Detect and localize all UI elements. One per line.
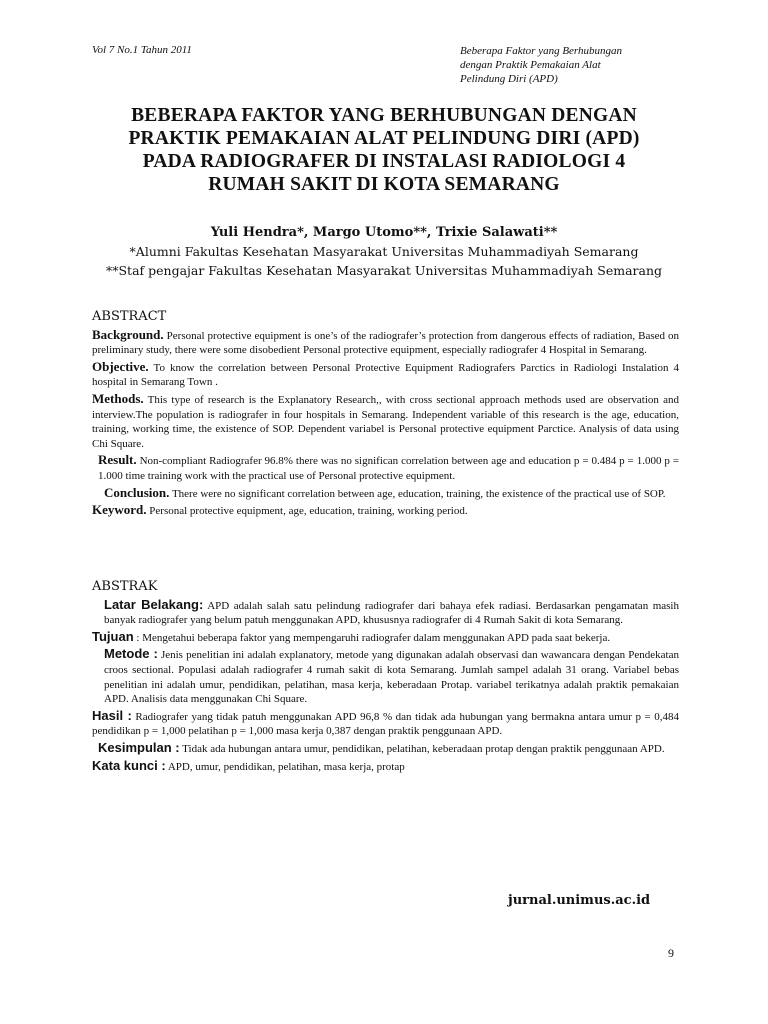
abstrak-kesimpulan: [92, 741, 679, 757]
methods-label: Methods.: [92, 390, 144, 406]
result-text: Non-compliant Radiografer 96.8% there was no significan correlation between age and education p = 0.484 p = 1.000 p = 1.000 time training work with the practical use of Personal protective equipment.: [98, 455, 679, 482]
katakunci-text: APD, umur, pendidikan, pelatihan, masa kerja, protap: [165, 760, 405, 773]
journal-url: jurnal.unimus.ac.id: [508, 893, 651, 908]
paper-title: [92, 104, 676, 196]
tujuan-label: Tujuan: [92, 628, 134, 644]
title-line: RUMAH SAKIT DI KOTA SEMARANG: [208, 174, 560, 195]
page-number: 9: [668, 946, 674, 960]
title-line: PADA RADIOGRAFER DI INSTALASI RADIOLOGI 4: [142, 151, 626, 172]
abstract-objective: [92, 360, 679, 390]
hasil-text: Radiografer yang tidak patuh menggunakan APD 96,8 % dan tidak ada hubungan yang bermakna antara umur p = 0,484 pendidikan p = 1,000 pelatihan p = 1,000 masa kerja 0,387 dengan praktik penggunaan APD.: [92, 710, 680, 738]
background-text: Personal protective equipment is one’s of the radiografer’s protection from dangerous effects of radiation, Based on preliminary study, there were some disobedient Personal protective equipment, especially radiografer 4 Hospital in Semarang.: [92, 329, 679, 357]
objective-label: Objective.: [92, 358, 149, 374]
metode-label: Metode :: [104, 646, 158, 662]
affiliation-staff: **Staf pengajar Fakultas Kesehatan Masyarakat Universitas Muhammadiyah Semarang: [105, 263, 663, 278]
abstract-background: [92, 328, 679, 358]
abstrak-section: [92, 580, 679, 776]
kesimpulan-text: Tidak ada hubungan antara umur, pendidikan, pelatihan, keberadaan protap dengan praktik penggunaan APD.: [179, 742, 665, 755]
abstrak-latar: [92, 598, 679, 628]
abstract-section: [92, 310, 679, 521]
tujuan-text: : Mengetahui beberapa faktor yang mempengaruhi radiografer dalam menggunakan APD pada saat bekerja.: [133, 631, 611, 644]
latar-label: Latar Belakang:: [104, 596, 204, 612]
title-line: PRAKTIK PEMAKAIAN ALAT PELINDUNG DIRI (APD): [128, 128, 640, 149]
running-header-line: dengan Praktik Pemakaian Alat: [460, 59, 601, 71]
methods-text: This type of research is the Explanatory Research,, with cross sectional approach methods used are observation and interview.The population is radiografer in four hospitals in Semarang. Independent variable of this research is the age, education, training, working time, the existence of SOP. Dependent variabel is Personal protective equipment Parctice. Analysis of data using Chi Square.: [92, 393, 679, 450]
result-label: Result.: [98, 452, 137, 468]
title-line: BEBERAPA FAKTOR YANG BERHUBUNGAN DENGAN: [131, 105, 637, 126]
abstract-conclusion: [92, 486, 679, 502]
abstrak-hasil: [92, 709, 679, 739]
author-list: Yuli Hendra*, Margo Utomo**, Trixie Salawati**: [210, 225, 558, 240]
metode-text: Jenis penelitian ini adalah explanatory, metode yang digunakan adalah observasi dan wawancara dengan Pendekatan croos sectional. Populasi adalah radiografer 4 rumah sakit di kota Semarang. Jumlah sampel adalah 31 orang. Variabel bebas penelitian ini adalah umur, pendidikan, pelatihan, masa kerja, keberadaan Protap. variabel terikatnya adalah praktik pemakaian APD. Analisis data menggunakan Chi Square.: [104, 649, 679, 706]
conclusion-label: Conclusion.: [104, 484, 170, 500]
keyword-text: Personal protective equipment, age, education, training, working period.: [146, 505, 468, 518]
running-header-volume: Vol 7 No.1 Tahun 2011: [92, 44, 192, 56]
objective-text: To know the correlation between Personal Protective Equipment Radiografers Parctics in Radiologi Instalation 4 hospital in Semarang Town .: [92, 361, 679, 389]
abstrak-kata-kunci: [92, 759, 679, 775]
running-header-line: Beberapa Faktor yang Berhubungan: [460, 45, 623, 57]
hasil-label: Hasil :: [92, 707, 132, 723]
keyword-label: Keyword.: [92, 502, 147, 518]
running-header-title: [460, 44, 670, 86]
latar-text: APD adalah salah satu pelindung radiografer dari bahaya efek radiasi. Berdasarkan pengamatan masih banyak radiografer yang belum patuh menggunakan APD, khususnya radiografer di 4 Rumah Sakit di kota Semarang.: [104, 599, 679, 627]
abstract-keyword: [92, 503, 679, 519]
background-label: Background.: [92, 326, 164, 342]
running-header-line: Pelindung Diri (APD): [460, 73, 558, 85]
abstrak-metode: [92, 647, 679, 706]
abstrak-tujuan: [92, 630, 679, 646]
kesimpulan-label: Kesimpulan :: [98, 739, 180, 755]
affiliation-alumni: *Alumni Fakultas Kesehatan Masyarakat Universitas Muhammadiyah Semarang: [129, 244, 639, 259]
abstract-heading: ABSTRACT: [92, 309, 167, 324]
abstrak-heading: ABSTRAK: [92, 579, 158, 594]
conclusion-text: There were no significant correlation between age, education, training, the existence of the practical use of SOP.: [169, 487, 666, 500]
katakunci-label: Kata kunci :: [92, 757, 166, 773]
abstract-methods: [92, 392, 679, 451]
abstract-result: [92, 453, 679, 483]
